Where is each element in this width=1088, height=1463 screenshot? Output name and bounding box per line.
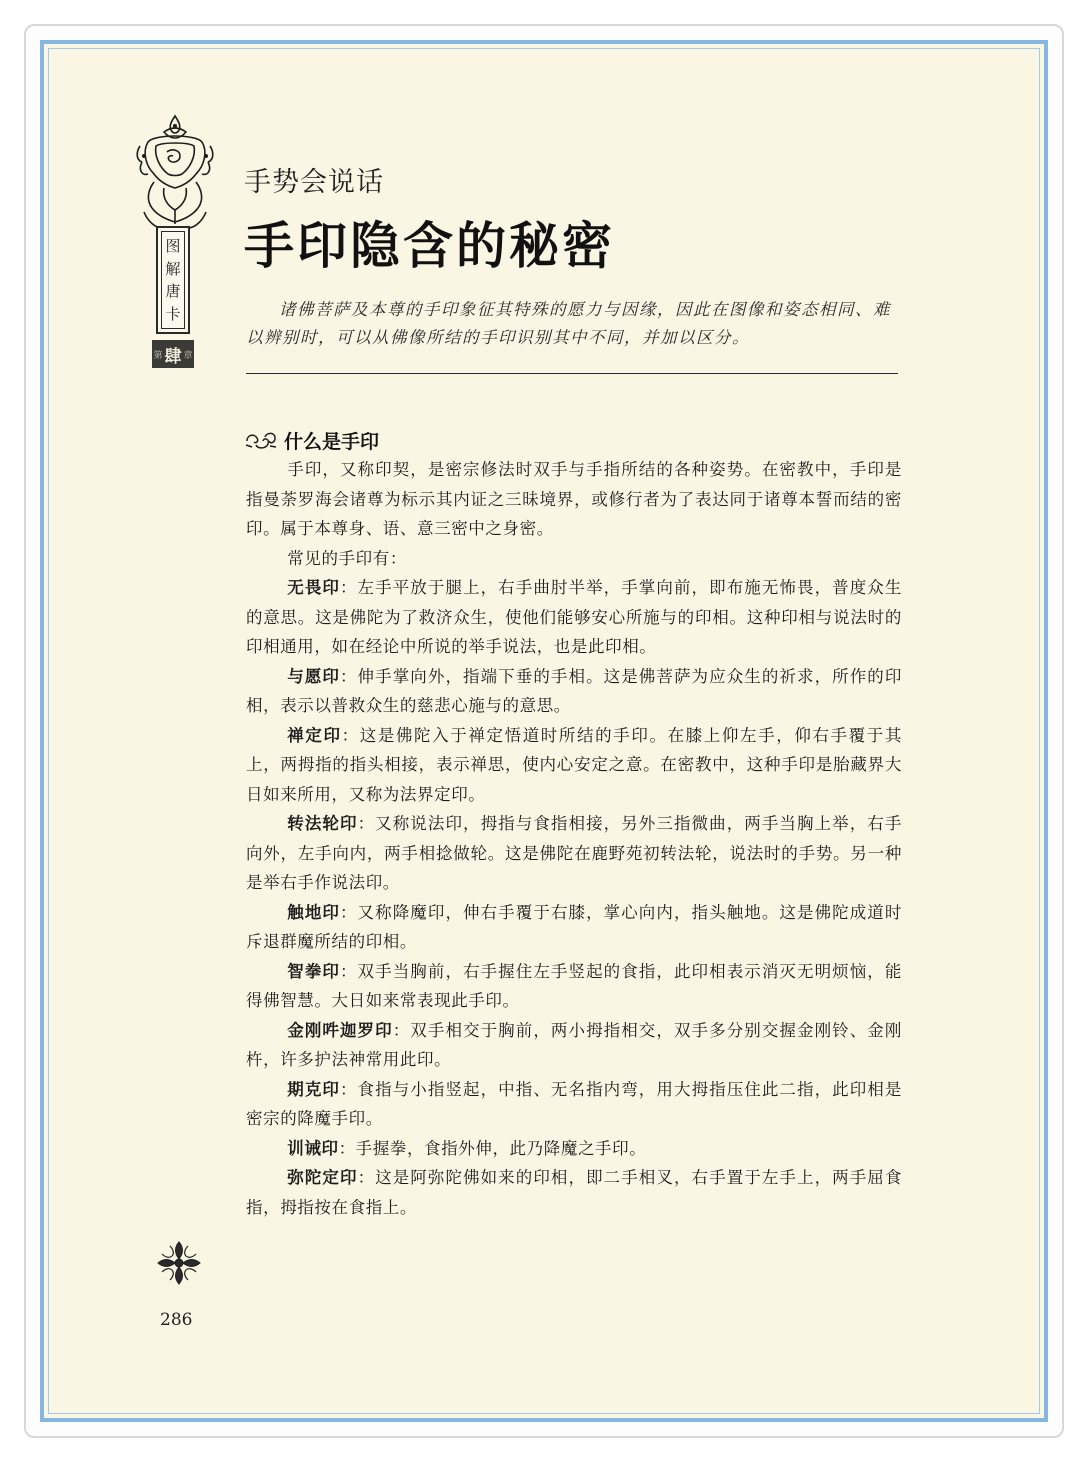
mudra-term: 期克印: [287, 1079, 340, 1099]
page-kicker: 手势会说话: [244, 167, 384, 198]
cloud-scroll-icon: [244, 429, 278, 451]
book-title-char: 图: [165, 236, 181, 255]
intro-abstract: 诸佛菩萨及本尊的手印象征其特殊的愿力与因缘，因此在图像和姿态相同、难以辨别时，可以从佛像所结的手印识别其中不同，并加以区分。: [246, 300, 891, 347]
section-divider: [246, 373, 898, 374]
double-vajra-icon: [156, 1240, 202, 1286]
article-body: [246, 455, 902, 1222]
mudra-description: ：又称说法印，拇指与食指相接，另外三指微曲，两手当胸上举，右手向外，左手向内，两手相捻做轮。这是佛陀在鹿野苑初转法轮，说法时的手势。另一种是举右手作说法印。: [246, 814, 902, 892]
mudra-term: 转法轮印: [287, 814, 358, 833]
mudra-item: [246, 898, 902, 957]
mudra-description: ：这是佛陀入于禅定悟道时所结的手印。在膝上仰左手，仰右手覆于其上，两拇指的指头相接，表示禅思，使内心安定之意。在密教中，这种手印是胎藏界大日如来所用，又称为法界定印。: [246, 725, 902, 804]
chapter-number: 肆: [164, 346, 182, 367]
page-title: 手印隐含的秘密: [244, 217, 615, 275]
mudra-description: ：伸手掌向外，指端下垂的手相。这是佛菩萨为应众生的祈求，所作的印相，表示以普救众生的慈悲心施与的意思。: [246, 666, 902, 715]
section-heading: [244, 426, 379, 454]
book-title-char: 解: [165, 259, 181, 278]
mudra-item: [246, 662, 902, 721]
chapter-suffix: 章: [183, 350, 193, 361]
mudra-term: 触地印: [287, 902, 340, 922]
page-number: 286: [160, 1310, 193, 1330]
mudra-term: 弥陀定印: [287, 1168, 358, 1187]
chapter-prefix: 第: [153, 350, 163, 361]
mudra-description: ：又称降魔印，伸右手覆于右膝，掌心向内，指头触地。这是佛陀成道时斥退群魔所结的印相。: [246, 902, 902, 951]
mudra-item: [246, 1134, 902, 1164]
chapter-badge: [152, 340, 194, 368]
book-title-tab: [156, 226, 190, 334]
section-title: 什么是手印: [284, 430, 380, 453]
mudra-term: 训诫印: [287, 1138, 339, 1158]
mudra-description: ：手握拳，食指外伸，此乃降魔之手印。: [338, 1138, 647, 1158]
mudra-term: 与愿印: [287, 666, 340, 686]
mudra-description: ：这是阿弥陀佛如来的印相，即二手相叉，右手置于左手上，两手屈食指，拇指按在食指上。: [246, 1168, 902, 1217]
mudra-description: ：左手平放于腿上，右手曲肘半举，手掌向前，即布施无怖畏，普度众生的意思。这是佛陀为了救济众生，使他们能够安心所施与的印相。这种印相与说法时的印相通用，如在经论中所说的举手说法，也是此印相。: [246, 578, 902, 656]
book-title-char: 卡: [165, 305, 181, 324]
conch-ornament-icon: [134, 112, 216, 242]
mudra-item: [246, 721, 902, 810]
mudra-term: 金刚吽迦罗印: [287, 1020, 393, 1040]
body-paragraph: 手印，又称印契，是密宗修法时双手与手指所结的各种姿势。在密教中，手印是指曼荼罗海会诸尊为标示其内证之三昧境界，或修行者为了表达同于诸尊本誓而结的密印。属于本尊身、语、意三密中之身密。: [246, 460, 902, 538]
list-lead-in: 常见的手印有：: [287, 548, 407, 568]
mudra-item: [246, 573, 902, 662]
mudra-item: [246, 1163, 902, 1222]
mudra-item: [246, 957, 902, 1016]
mudra-term: 无畏印: [287, 578, 340, 597]
mudra-term: 禅定印: [287, 725, 342, 745]
book-title-char: 唐: [165, 282, 181, 301]
mudra-term: 智拳印: [287, 961, 340, 981]
mudra-item: [246, 1016, 902, 1075]
mudra-description: ：双手当胸前，右手握住左手竖起的食指，此印相表示消灭无明烦恼，能得佛智慧。大日如来常表现此手印。: [246, 961, 902, 1010]
mudra-item: [246, 809, 902, 898]
mudra-item: [246, 1075, 902, 1134]
mudra-description: ：食指与小指竖起，中指、无名指内弯，用大拇指压住此二指，此印相是密宗的降魔手印。: [246, 1079, 902, 1128]
mudra-description: ：双手相交于胸前，两小拇指相交，双手多分别交握金刚铃、金刚杵，许多护法神常用此印。: [246, 1020, 902, 1069]
